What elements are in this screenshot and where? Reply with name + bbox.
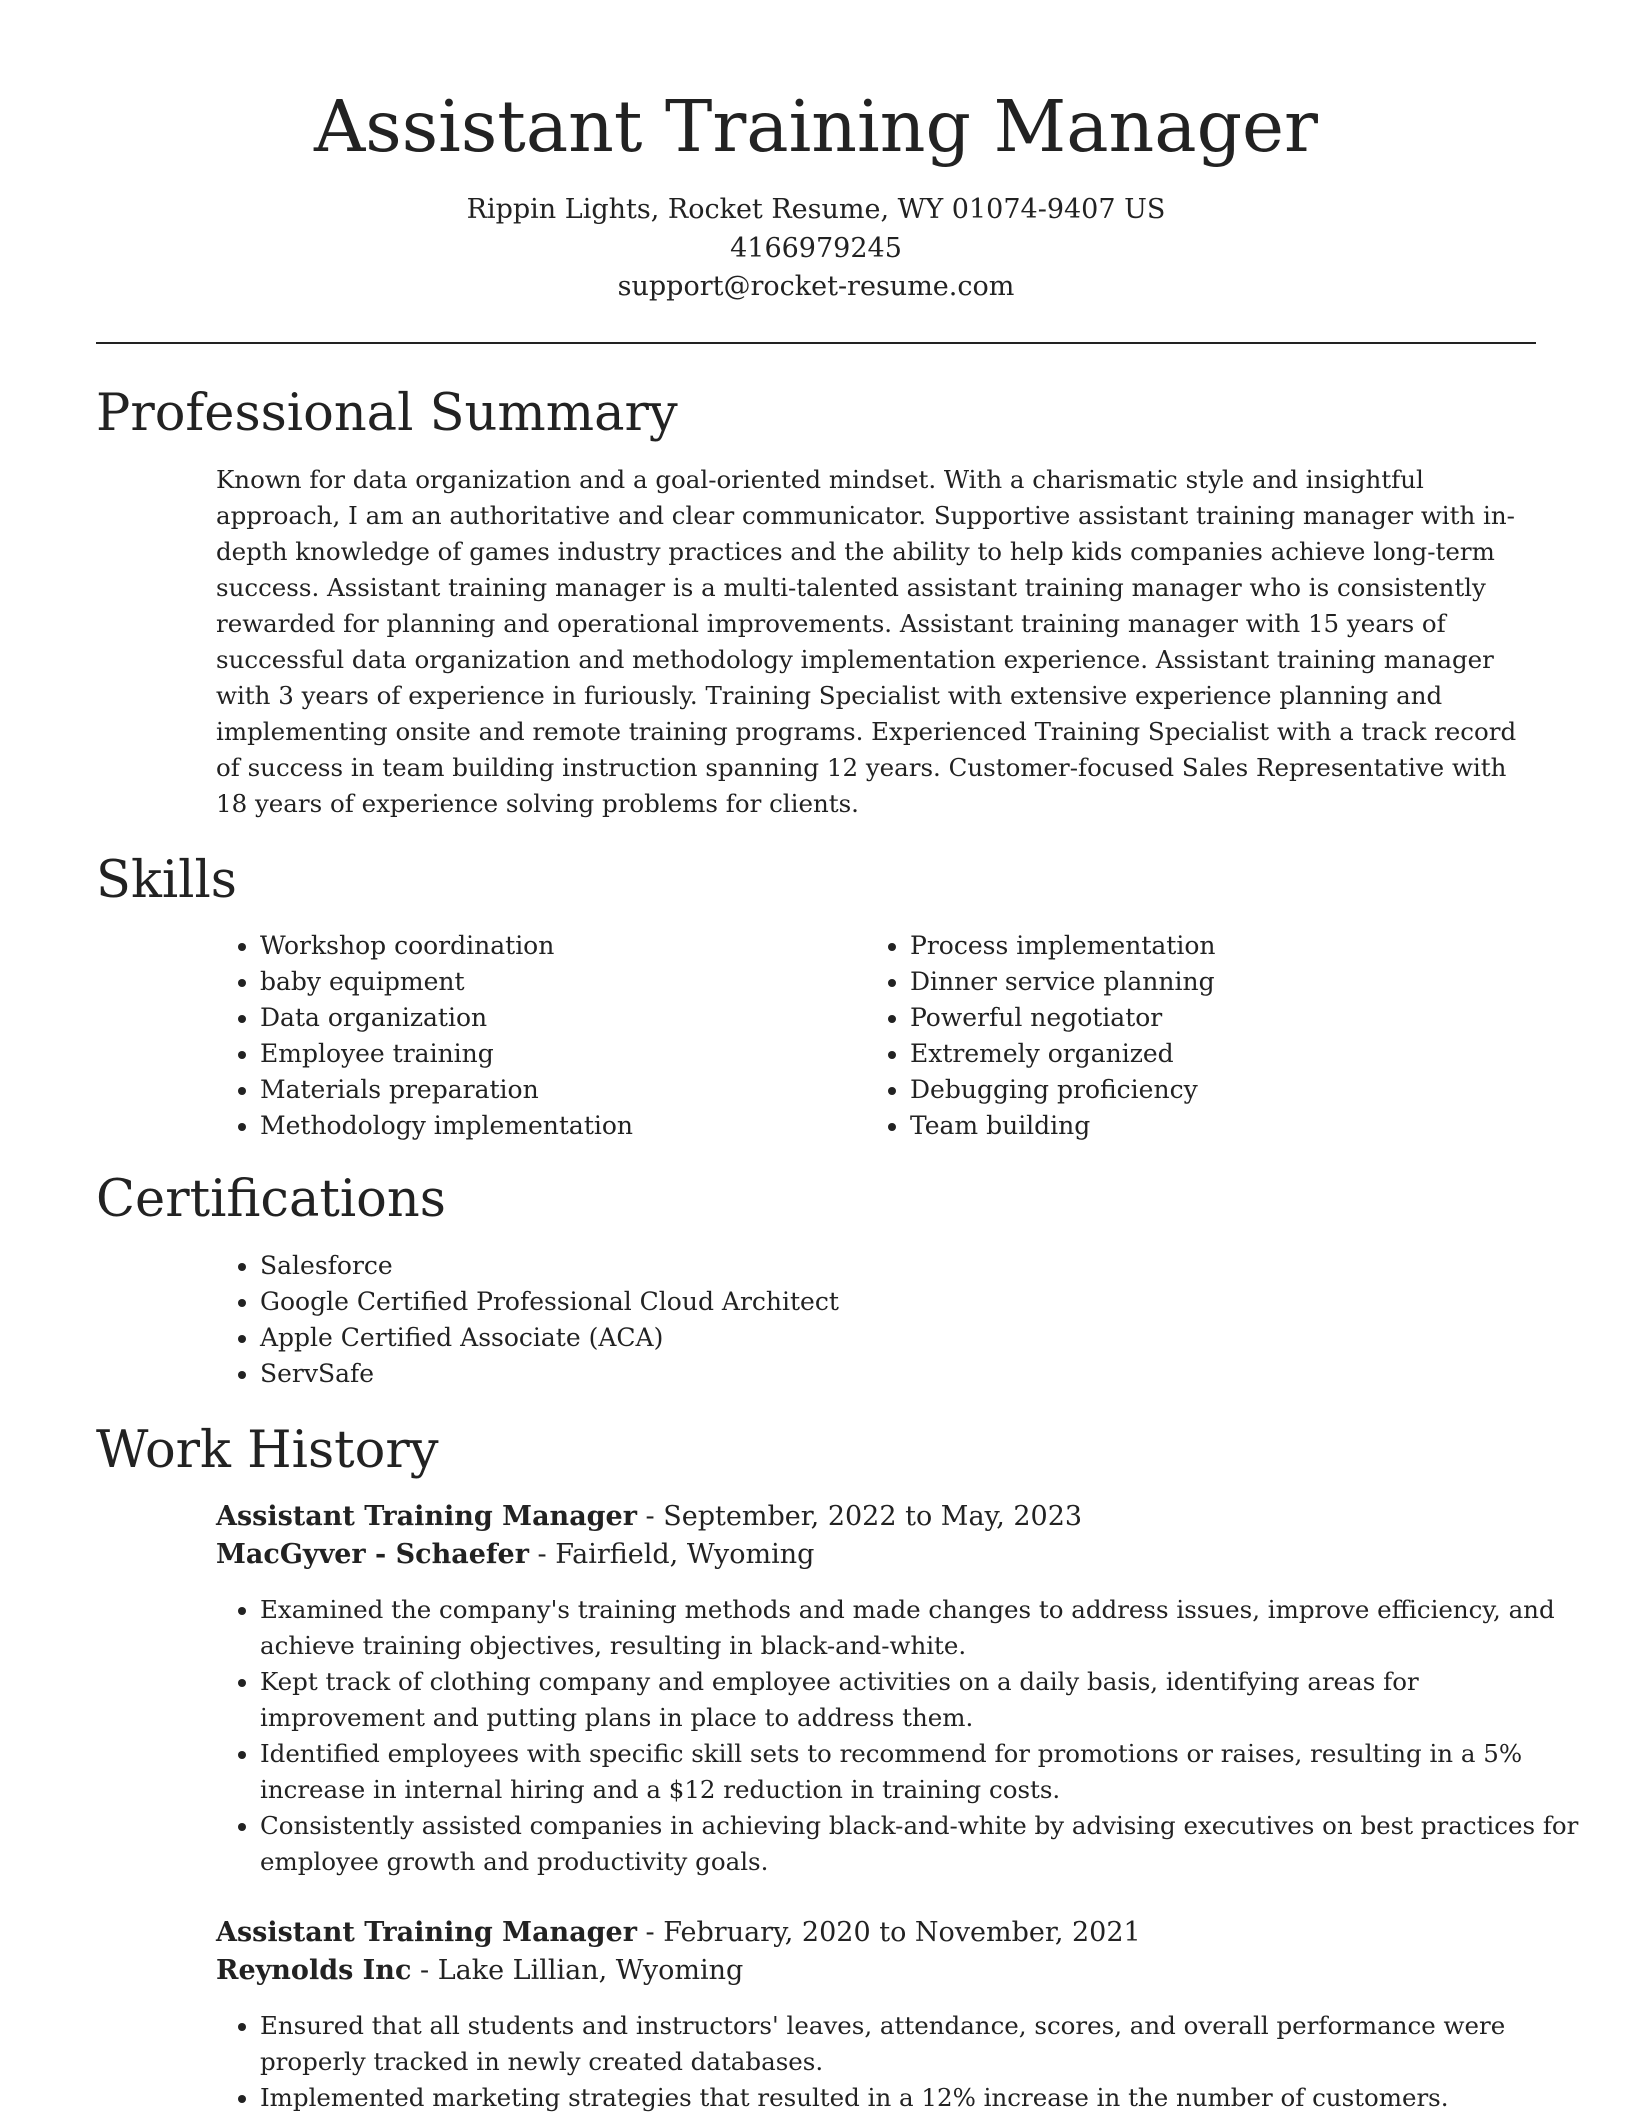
job-title: Assistant Training Manager <box>216 1917 637 1948</box>
job-dates: February, 2020 to November, 2021 <box>663 1917 1141 1948</box>
separator: - <box>636 1917 664 1948</box>
list-item: • Identified employees with specific skill sets to recommend for promotions or raises, resulting in a 5% increase in internal hiring and a $12 reduction in training costs. <box>260 1736 1580 1808</box>
section-title-work-history: Work History <box>96 1421 439 1480</box>
job-location: Lake Lillian, Wyoming <box>437 1955 744 1986</box>
contact-phone: 4166979245 <box>730 233 902 264</box>
list-item: • Materials preparation <box>260 1072 860 1108</box>
job-company: Reynolds Inc <box>216 1955 412 1986</box>
list-item: • Process implementation <box>910 928 1510 964</box>
job-company-line <box>216 1536 1536 1574</box>
list-item: • Apple Certified Associate (ACA) <box>260 1320 1460 1356</box>
list-item: • Data organization <box>260 1000 860 1036</box>
list-item: • Methodology implementation <box>260 1108 860 1144</box>
contact-email: support@rocket-resume.com <box>617 271 1015 302</box>
job-company-line <box>216 1952 1536 1990</box>
skills-list-left <box>216 928 860 1144</box>
job-title-line <box>216 1498 1536 1536</box>
list-item: • Kept track of clothing company and employee activities on a daily basis, identifying areas for improvement and putting plans in place to address them. <box>260 1664 1580 1736</box>
header-divider <box>96 342 1536 344</box>
list-item: • Google Certified Professional Cloud Architect <box>260 1284 1460 1320</box>
job-location: Fairfield, Wyoming <box>555 1539 815 1570</box>
list-item: • ServSafe <box>260 1356 1460 1392</box>
list-item: • Ensured that all students and instructors' leaves, attendance, scores, and overall performance were properly tracked in newly created databases. <box>260 2008 1580 2080</box>
separator: - <box>411 1955 438 1986</box>
job-bullets <box>216 2008 1580 2116</box>
list-item: • Workshop coordination <box>260 928 860 964</box>
contact-address: Rippin Lights, Rocket Resume, WY 01074-9407 US <box>466 194 1166 225</box>
job-dates: September, 2022 to May, 2023 <box>663 1501 1083 1532</box>
list-item: • Dinner service planning <box>910 964 1510 1000</box>
section-title-skills: Skills <box>96 851 237 910</box>
list-item: • Consistently assisted companies in achieving black-and-white by advising executives on best practices for employee growth and productivity goals. <box>260 1808 1580 1880</box>
separator: - <box>528 1539 556 1570</box>
job-company: MacGyver - Schaefer <box>216 1539 529 1570</box>
section-title-summary: Professional Summary <box>96 384 678 443</box>
list-item: • Implemented marketing strategies that resulted in a 12% increase in the number of customers. <box>260 2080 1580 2116</box>
skills-list-right <box>866 928 1510 1144</box>
list-item: • Powerful negotiator <box>910 1000 1510 1036</box>
list-item: • Debugging proficiency <box>910 1072 1510 1108</box>
summary-text: Known for data organization and a goal-oriented mindset. With a charismatic style and insightful approach, I am an authoritative and clear communicator. Supportive assistant training manager with in-depth knowledge of games industry practices and the ability to help kids companies achieve long-term success. Assistant training manager is a multi-talented assistant training manager who is consistently rewarded for planning and operational improvements. Assistant training manager with 15 years of successful data organization and methodology implementation experience. Assistant training manager with 3 years of experience in furiously. Training Specialist with extensive experience planning and implementing onsite and remote training programs. Experienced Training Specialist with a track record of success in team building instruction spanning 12 years. Customer-focused Sales Representative with 18 years of experience solving problems for clients. <box>216 465 1517 818</box>
list-item: • baby equipment <box>260 964 860 1000</box>
list-item: • Salesforce <box>260 1248 1460 1284</box>
separator: - <box>636 1501 664 1532</box>
list-item: • Employee training <box>260 1036 860 1072</box>
job-bullets <box>216 1592 1580 1880</box>
list-item: • Examined the company's training methods and made changes to address issues, improve efficiency, and achieve training objectives, resulting in black-and-white. <box>260 1592 1580 1664</box>
list-item: • Team building <box>910 1108 1510 1144</box>
job-title: Assistant Training Manager <box>216 1501 637 1532</box>
job-title-line <box>216 1914 1536 1952</box>
list-item: • Extremely organized <box>910 1036 1510 1072</box>
candidate-name: Assistant Training Manager <box>314 85 1318 168</box>
section-title-certifications: Certifications <box>96 1170 446 1229</box>
certifications-list <box>216 1248 1460 1392</box>
